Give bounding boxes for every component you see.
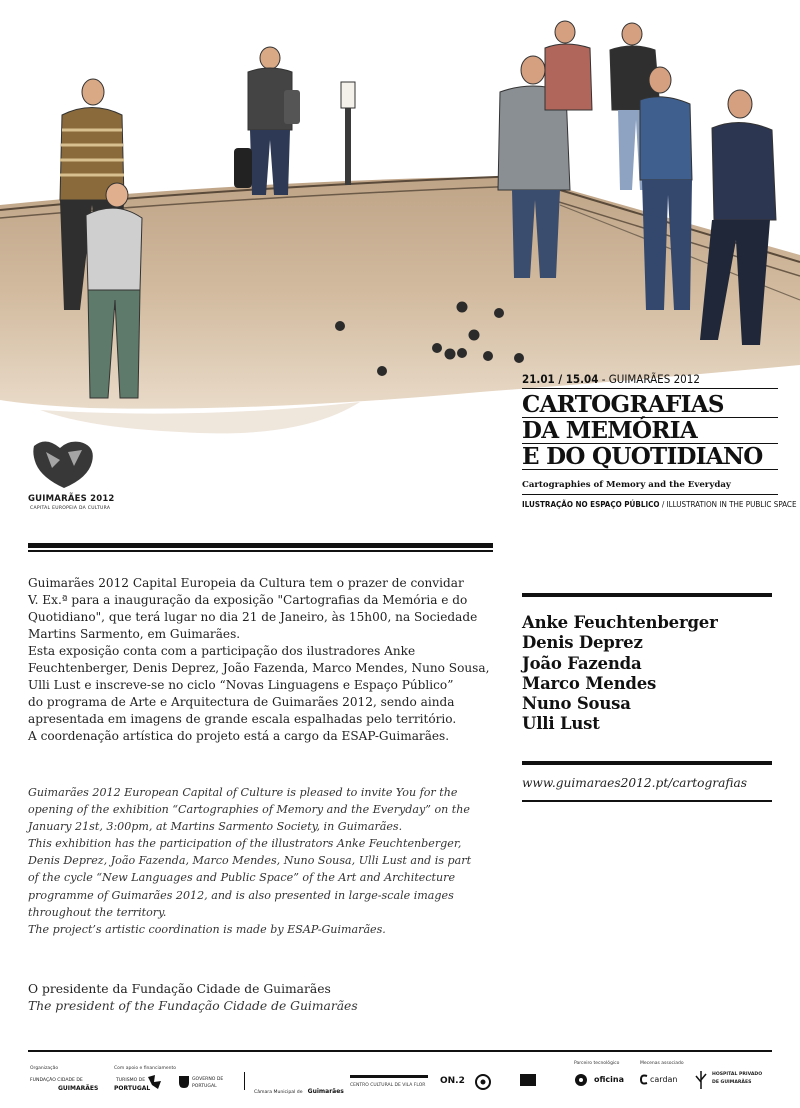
website-link[interactable]: www.guimaraes2012.pt/cartografias — [522, 776, 748, 790]
exhibition-title — [522, 392, 778, 470]
hospital-line-2: DE GUIMARÃES — [712, 1080, 752, 1085]
pt-line: do programa de Arte e Arquitectura de Guimarães 2012, sendo ainda — [28, 695, 455, 709]
guimaraes-2012-logo — [30, 438, 100, 490]
hospital-tree-icon — [693, 1070, 709, 1090]
en-line: January 21st, 3:00pm, at Martins Sarmento Society, in Guimarães. — [28, 820, 403, 834]
category-pt: ILUSTRAÇÃO NO ESPAÇO PÚBLICO — [522, 500, 660, 509]
website-rule — [522, 800, 772, 802]
dates-text: 21.01 / 15.04 — [522, 372, 599, 386]
title-line-3: E DO QUOTIDIANO — [522, 444, 778, 470]
en-line: opening of the exhibition “Cartographies of Memory and the Everyday” on the — [28, 803, 470, 817]
footer-label-tech: Parceiro tecnológico — [574, 1061, 620, 1066]
artists-list — [522, 613, 782, 735]
category-line — [522, 500, 797, 509]
en-line: of the cycle “New Languages and Public Space” of the Art and Architecture — [28, 871, 456, 885]
pt-line: A coordenação artística do projeto está a cargo da ESAP-Guimarães. — [28, 729, 450, 743]
org-name-line-2: GUIMARÃES — [58, 1085, 99, 1092]
cardan-logo: cardan — [650, 1075, 678, 1084]
footer-label-support: Com apoio e financiamento — [114, 1066, 177, 1071]
en-line: The project’s artistic coordination is made by ESAP-Guimarães. — [28, 922, 386, 936]
turismo-line-2: PORTUGAL — [114, 1085, 151, 1092]
artists-top-rule — [522, 593, 772, 597]
exhibition-subtitle-en: Cartographies of Memory and the Everyday — [522, 480, 731, 490]
artist-name: Denis Deprez — [522, 633, 643, 653]
en-line: Guimarães 2012 European Capital of Culture is pleased to invite You for the — [28, 786, 458, 799]
logo-subtitle: CAPITAL EUROPEIA DA CULTURA — [30, 506, 111, 511]
pt-line: Quotidiano", que terá lugar no dia 21 de Janeiro, às 15h00, na Sociedade — [28, 610, 478, 624]
invitation-text-en — [28, 784, 498, 938]
signature-en: The president of the Fundação Cidade de Guimarães — [28, 999, 358, 1013]
pt-line: Martins Sarmento, em Guimarães. — [28, 627, 241, 641]
qren-logo-icon — [474, 1073, 492, 1091]
eu-flag-icon — [520, 1074, 536, 1086]
pt-line: Feuchtenberger, Denis Deprez, João Fazenda, Marco Mendes, Nuno Sousa, — [28, 661, 490, 675]
footer-divider — [244, 1072, 245, 1090]
artist-name: Nuno Sousa — [522, 694, 631, 714]
title-top-rule — [522, 388, 778, 389]
section-rule-thin — [28, 550, 493, 552]
en-line: throughout the territory. — [28, 905, 167, 919]
title-line-2: DA MEMÓRIA — [522, 418, 778, 444]
event-dates — [522, 372, 700, 386]
org-name-line-1: FUNDAÇÃO CIDADE DE — [30, 1078, 83, 1083]
oficina-circle-icon — [574, 1073, 588, 1087]
footer-rule — [28, 1050, 772, 1052]
artist-name: Ulli Lust — [522, 714, 600, 734]
artist-name: Marco Mendes — [522, 673, 657, 693]
pt-line: Guimarães 2012 Capital Europeia da Cultura tem o prazer de convidar — [28, 576, 464, 590]
en-line: Denis Deprez, João Fazenda, Marco Mendes, Nuno Sousa, Ulli Lust and is part — [28, 854, 472, 868]
invitation-text-pt — [28, 575, 498, 745]
turismo-portugal-icon — [146, 1073, 164, 1091]
on2-logo: ON.2 — [440, 1076, 465, 1086]
pt-line: Esta exposição conta com a participação dos ilustradores Anke — [28, 644, 416, 658]
hospital-line-1: HOSPITAL PRIVADO — [712, 1072, 763, 1077]
event-place: - GUIMARÃES 2012 — [598, 372, 700, 386]
pt-line: Ulli Lust e inscreve-se no ciclo “Novas Linguagens e Espaço Público” — [28, 678, 454, 692]
centro-cultural-bar — [350, 1075, 428, 1078]
centro-cultural-logo: CENTRO CULTURAL DE VILA FLOR — [350, 1083, 426, 1088]
camara-prefix: Câmara Municipal de — [254, 1090, 303, 1095]
artist-name: Anke Feuchtenberger — [522, 613, 718, 632]
signature-pt: O presidente da Fundação Cidade de Guimarães — [28, 982, 331, 996]
category-en: / ILLUSTRATION IN THE PUBLIC SPACE — [659, 500, 797, 509]
oficina-logo: oficina — [594, 1075, 625, 1084]
en-line: programme of Guimarães 2012, and is also presented in large-scale images — [28, 888, 454, 902]
governo-line-2: PORTUGAL — [192, 1084, 217, 1089]
pt-line: apresentada em imagens de grande escala espalhadas pelo território. — [28, 712, 457, 726]
camara-municipal-logo — [254, 1078, 344, 1097]
artists-bottom-rule — [522, 761, 772, 765]
camara-name: Guimarães — [307, 1088, 344, 1095]
turismo-line-1: TURISMO DE — [116, 1078, 146, 1083]
governo-portugal-icon — [178, 1075, 190, 1089]
cardan-c-icon — [640, 1074, 648, 1085]
footer-label-assoc: Mecenas associado — [640, 1061, 684, 1066]
title-line-1: CARTOGRAFIAS — [522, 392, 778, 418]
artist-name: João Fazenda — [522, 653, 642, 673]
section-rule-thick — [28, 543, 493, 548]
governo-line-1: GOVERNO DE — [192, 1077, 224, 1082]
en-line: This exhibition has the participation of the illustrators Anke Feuchtenberger, — [28, 837, 462, 851]
subtitle-rule — [522, 494, 778, 495]
pt-line: V. Ex.ª para a inauguração da exposição "Cartografias da Memória e do — [28, 593, 468, 607]
footer-label-organization: Organização — [30, 1066, 59, 1071]
logo-title: GUIMARÃES 2012 — [28, 494, 115, 504]
